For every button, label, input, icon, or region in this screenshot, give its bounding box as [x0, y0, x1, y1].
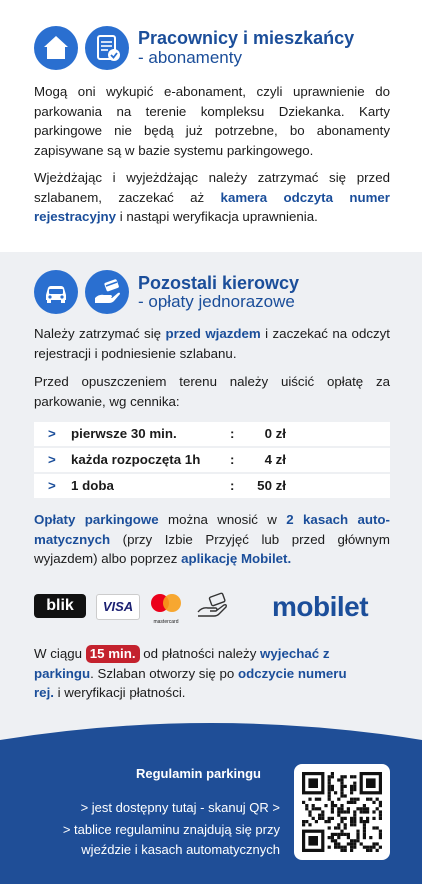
paragraph: Wjeżdżając i wyjeżdżając należy zatrzymać się przed szlabanem, zaczekać aż kamera odczyta numer rejestracyjny i nastąpi weryfikacja uprawnienia. — [34, 170, 390, 224]
time-badge: 15 min. — [86, 645, 140, 663]
hand-payment-icon — [85, 270, 129, 314]
car-icon — [34, 270, 78, 314]
document-check-icon — [85, 26, 129, 70]
home-icon — [34, 26, 78, 70]
paragraph: W ciągu 15 min. od płatności należy wyjechać z parkingu. Szlaban otworzy się po odczycie numeru rej. i weryfikacji płatności. — [34, 646, 347, 700]
price-row: > każda rozpoczęta 1h : 4 zł — [34, 448, 390, 472]
blik-logo: blik — [34, 594, 86, 618]
qr-code[interactable] — [294, 764, 390, 860]
price-row: > 1 doba : 50 zł — [34, 474, 390, 498]
footer-title: Regulamin parkingu — [136, 766, 261, 781]
footer-line: > tablice regulaminu znajdują się przy — [62, 822, 280, 837]
section-title: Pracownicy i mieszkańcy — [138, 28, 355, 48]
paragraph: Przed opuszczeniem terenu należy uiścić opłatę za parkowanie, wg cennika: — [34, 374, 390, 409]
paragraph: Opłaty parkingowe można wnosić w 2 kasach auto-matycznych (przy Izbie Przyjęć lub przed głównym wyjazdem) albo poprzez aplikację Mobilet. — [34, 512, 390, 566]
paragraph: Mogą oni wykupić e-abonament, czyli uprawnienie do parkowania na terenie kompleksu Dziekanka. Karty parkingowe nie będą już potrzebne, bo abonamenty zapisywane są w bazie systemu parkingowego. — [34, 84, 390, 158]
paragraph: Należy zatrzymać się przed wjazdem i zaczekać na odczyt rejestracji i podniesienie szlabanu. — [34, 326, 390, 361]
visa-logo: VISA — [96, 594, 140, 620]
section-title: Pozostali kierowcy — [138, 273, 300, 293]
footer-line: wjeździe i kasach automatycznych — [81, 842, 280, 857]
mobilet-logo: mobilet — [272, 591, 369, 622]
footer-line: > jest dostępny tutaj - skanuj QR > — [80, 800, 280, 815]
mastercard-logo: mastercard — [148, 592, 184, 620]
hand-card-icon — [194, 592, 234, 620]
section-employees — [0, 0, 422, 252]
section-subtitle: - opłaty jednorazowe — [138, 292, 295, 311]
section-subtitle: - abonamenty — [138, 48, 242, 67]
price-row: > pierwsze 30 min. : 0 zł — [34, 422, 390, 446]
